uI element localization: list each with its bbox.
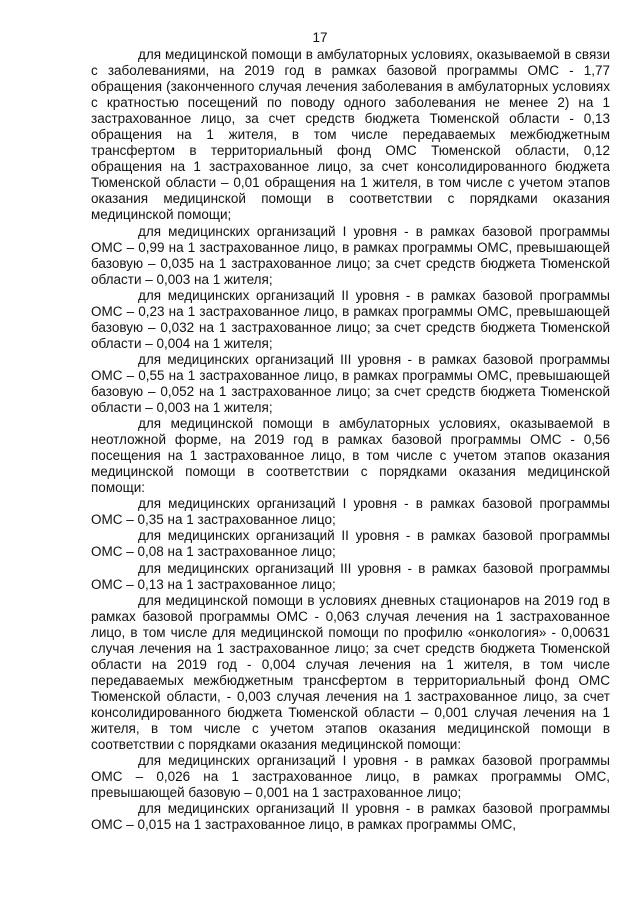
- paragraph: для медицинской помощи в амбулаторных условиях, оказываемой в неотложной форме, на 2019 год в рамках базовой программы ОМС - 0,56 посещения на 1 застрахованное лицо, в том числе с учетом этапов оказания медицинской помощи в соответствии с порядками оказания медицинской помощи:: [91, 416, 610, 496]
- document-body: [91, 47, 610, 833]
- paragraph: для медицинской помощи в амбулаторных условиях, оказываемой в связи с заболеваниями, на 2019 год в рамках базовой программы ОМС - 1,77 обращения (законченного случая лечения заболевания в амбулаторных условиях с кратностью посещений по поводу одного заболевания не менее 2) на 1 застрахованное лицо, за счет средств бюджета Тюменской области - 0,13 обращения на 1 жителя, в том числе передаваемых межбюджетным трансфертом в территориальный фонд ОМС Тюменской области, 0,12 обращения на 1 застрахованное лицо, за счет консолидированного бюджета Тюменской области – 0,01 обращения на 1 жителя, в том числе с учетом этапов оказания медицинской помощи в соответствии с порядками оказания медицинской помощи;: [91, 47, 610, 223]
- paragraph: для медицинских организаций I уровня - в рамках базовой программы ОМС – 0,99 на 1 застрахованное лицо, в рамках программы ОМС, превышающей базовую – 0,035 на 1 застрахованное лицо; за счет средств бюджета Тюменской области – 0,003 на 1 жителя;: [91, 223, 610, 287]
- paragraph: для медицинских организаций I уровня - в рамках базовой программы ОМС – 0,35 на 1 застрахованное лицо;: [91, 496, 610, 528]
- page-number: 17: [312, 30, 328, 45]
- paragraph: для медицинских организаций II уровня - в рамках базовой программы ОМС – 0,23 на 1 застрахованное лицо, в рамках программы ОМС, превышающей базовую – 0,032 на 1 застрахованное лицо; за счет средств бюджета Тюменской области – 0,004 на 1 жителя;: [91, 287, 610, 351]
- paragraph: для медицинской помощи в условиях дневных стационаров на 2019 год в рамках базовой программы ОМС - 0,063 случая лечения на 1 застрахованное лицо, в том числе для медицинской помощи по профилю «онкология» - 0,00631 случая лечения на 1 застрахованное лицо; за счет средств бюджета Тюменской области на 2019 год - 0,004 случая лечения на 1 жителя, в том числе передаваемых межбюджетным трансфертом в территориальный фонд ОМС Тюменской области, - 0,003 случая лечения на 1 застрахованное лицо, за счет консолидированного бюджета Тюменской области – 0,001 случая лечения на 1 жителя, в том числе с учетом этапов оказания медицинской помощи в соответствии с порядками оказания медицинской помощи:: [91, 592, 610, 753]
- paragraph: для медицинских организаций II уровня - в рамках базовой программы ОМС – 0,08 на 1 застрахованное лицо;: [91, 528, 610, 560]
- paragraph: для медицинских организаций III уровня - в рамках базовой программы ОМС – 0,55 на 1 застрахованное лицо, в рамках программы ОМС, превышающей базовую – 0,052 на 1 застрахованное лицо; за счет средств бюджета Тюменской области – 0,003 на 1 жителя;: [91, 351, 610, 416]
- paragraph: для медицинских организаций I уровня - в рамках базовой программы ОМС – 0,026 на 1 застрахованное лицо, в рамках программы ОМС, превышающей базовую – 0,001 на 1 застрахованное лицо;: [91, 753, 610, 801]
- paragraph: для медицинских организаций II уровня - в рамках базовой программы ОМС – 0,015 на 1 застрахованное лицо, в рамках программы ОМС,: [91, 801, 610, 833]
- paragraph: для медицинских организаций III уровня - в рамках базовой программы ОМС – 0,13 на 1 застрахованное лицо;: [91, 560, 610, 592]
